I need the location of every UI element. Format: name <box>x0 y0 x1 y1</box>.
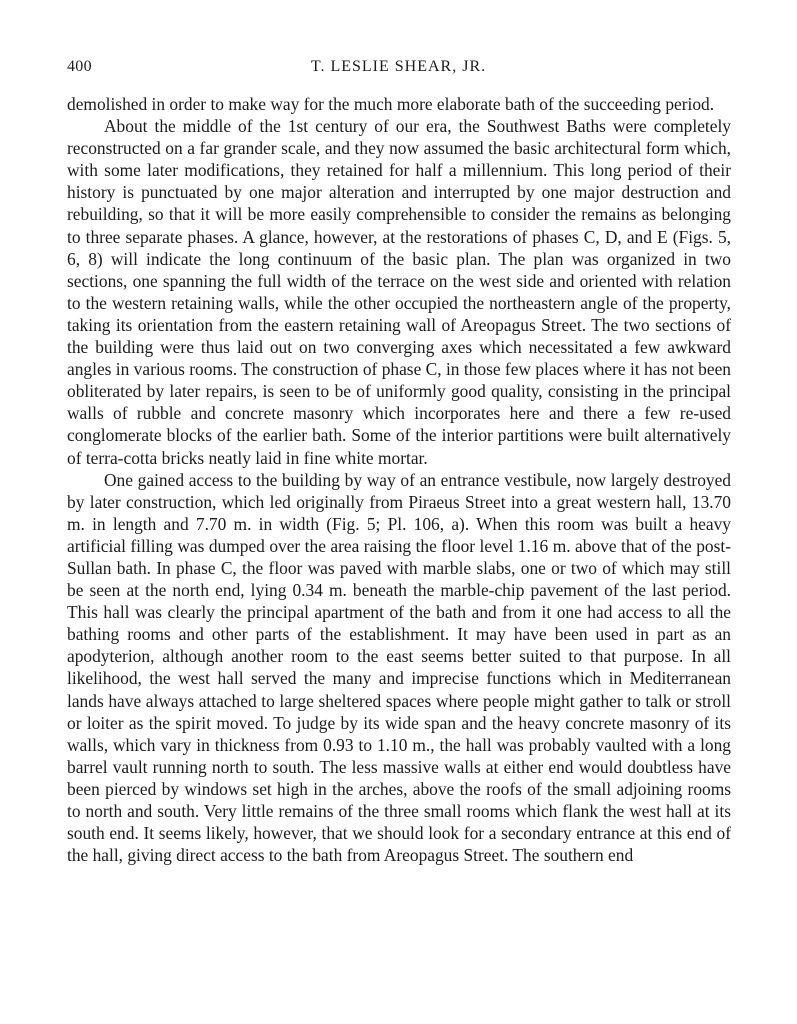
page-number: 400 <box>67 58 92 75</box>
paragraph-west-hall: One gained access to the building by way of an entrance vestibule, now largely destroyed by later construction, which led originally from Piraeus Street into a great western hall, 13.70 m. in length and 7.70 m. in width (Fig. 5; Pl. 106, a). When this room was built a heavy artificial filling was dumped over the area raising the floor level 1.16 m. above that of the post-Sullan bath. In phase C, the floor was paved with marble slabs, one or two of which may still be seen at the north end, lying 0.34 m. beneath the marble-chip pavement of the last period. This hall was clearly the principal apartment of the bath and from it one had access to all the bathing rooms and other parts of the establishment. It may have been used in part as an apodyterion, although another room to the east seems better suited to that purpose. In all likelihood, the west hall served the many and imprecise functions which in Mediterranean lands have always attached to large sheltered spaces where people might gather to talk or stroll or loiter as the spirit moved. To judge by its wide span and the heavy concrete masonry of its walls, which vary in thickness from 0.93 to 1.10 m., the hall was probably vaulted with a long barrel vault running north to south. The less massive walls at either end would doubtless have been pierced by windows set high in the arches, above the roofs of the small adjoining rooms to north and south. Very little remains of the three small rooms which flank the west hall at its south end. It seems likely, however, that we should look for a secondary entrance at this end of the hall, giving direct access to the bath from Areopagus Street. The southern end <box>67 469 731 866</box>
body-text <box>67 93 731 866</box>
paragraph-reconstruction: About the middle of the 1st century of our era, the Southwest Baths were completely reconstructed on a far grander scale, and they now assumed the basic architectural form which, with some later modifications, they retained for half a millennium. This long period of their history is punctuated by one major alteration and interrupted by one major destruction and rebuilding, so that it will be more easily comprehensible to consider the remains as belonging to three separate phases. A glance, however, at the restorations of phases C, D, and E (Figs. 5, 6, 8) will indicate the long continuum of the basic plan. The plan was organized in two sections, one spanning the full width of the terrace on the west side and oriented with relation to the western retaining walls, while the other occupied the northeastern angle of the property, taking its orientation from the eastern retaining wall of Areopagus Street. The two sections of the building were thus laid out on two converging axes which necessitated a few awkward angles in various rooms. The construction of phase C, in those few places where it has not been obliterated by later repairs, is seen to be of uniformly good quality, consisting in the principal walls of rubble and concrete masonry which incorporates here and there a few re-used conglomerate blocks of the earlier bath. Some of the interior partitions were built alternatively of terra-cotta bricks neatly laid in fine white mortar. <box>67 116 731 468</box>
paragraph-continued: demolished in order to make way for the much more elaborate bath of the succeeding period. <box>67 94 715 114</box>
running-head: T. LESLIE SHEAR, JR. <box>310 58 487 75</box>
